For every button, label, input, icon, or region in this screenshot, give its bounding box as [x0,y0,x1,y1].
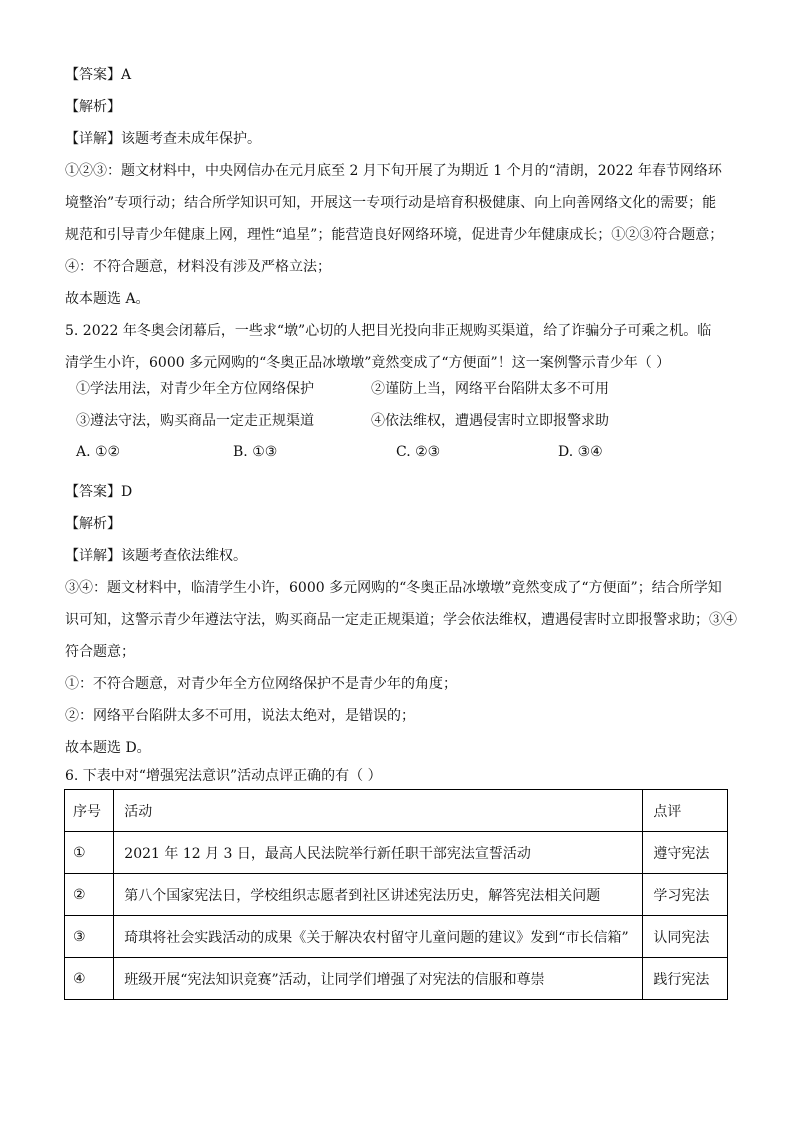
table-cell: 2021 年 12 月 3 日，最高人民法院举行新任职干部宪法宣誓活动 [114,832,643,874]
explanation-line: 规范和引导青少年健康上网，理性“追星”；能营造良好网络环境，促进青少年健康成长；①②③符合题意； [65,227,724,243]
explanation-line: ③④：题文材料中，临清学生小许，6000 多元网购的“冬奥正品冰墩墩”竟然变成了“方便面”；结合所学知 [65,580,722,596]
table-cell: ② [65,874,114,916]
header-cell: 序号 [65,790,114,832]
answer-line: 【答案】D [65,484,133,500]
table-cell: ④ [65,958,114,1000]
activity-table [64,789,728,1000]
table-cell: 认同宪法 [643,916,728,958]
option-a: A. ①② [76,444,121,460]
table-cell: ③ [65,916,114,958]
table-row [65,874,728,916]
option-c: C. ②③ [396,444,441,460]
table-cell: 班级开展“宪法知识竞赛”活动，让同学们增强了对宪法的信服和尊崇 [114,958,643,1000]
explanation-line: 符合题意； [65,644,135,660]
detail-line: 【详解】该题考查未成年保护。 [65,131,261,147]
conclusion-line: 故本题选 D。 [65,740,151,756]
table-cell: ① [65,832,114,874]
header-cell: 点评 [643,790,728,832]
explanation-line: ①：不符合题意，对青少年全方位网络保护不是青少年的角度； [65,676,457,692]
statement-2: ②谨防上当，网络平台陷阱太多不可用 [371,381,609,397]
option-d: D. ③④ [558,444,603,460]
explanation-line: 识可知，这警示青少年遵法守法，购买商品一定走正规渠道；学会依法维权，遭遇侵害时立即报警求助；③④ [65,612,737,628]
question-stem: 6. 下表中对“增强宪法意识”活动点评正确的有（ ） [65,768,382,784]
detail-line: 【详解】该题考查依法维权。 [65,548,247,564]
explanation-line: ②：网络平台陷阱太多不可用，说法太绝对，是错误的； [65,708,415,724]
table-cell: 第八个国家宪法日，学校组织志愿者到社区讲述宪法历史，解答宪法相关问题 [114,874,643,916]
table-cell: 践行宪法 [643,958,728,1000]
answer-line: 【答案】A [65,67,132,83]
analysis-heading: 【解析】 [65,516,121,532]
option-b: B. ①③ [233,444,278,460]
statement-3: ③遵法守法，购买商品一定走正规渠道 [76,413,314,429]
explanation-line: 境整治”专项行动；结合所学知识可知，开展这一专项行动是培育积极健康、向上向善网络文化的需要；能 [65,195,717,211]
table-header-row [65,790,728,832]
statement-1: ①学法用法，对青少年全方位网络保护 [76,381,314,397]
question-stem: 清学生小许，6000 多元网购的“冬奥正品冰墩墩”竟然变成了“方便面”！这一案例警示青少年（ ） [65,355,671,371]
table-row [65,916,728,958]
conclusion-line: 故本题选 A。 [65,291,150,307]
header-cell: 活动 [114,790,643,832]
explanation-line: ①②③：题文材料中，中央网信办在元月底至 2 月下旬开展了为期近 1 个月的“清朗，2022 年春节网络环 [65,163,722,179]
explanation-line: ④：不符合题意，材料没有涉及严格立法； [65,259,331,275]
question-stem: 5. 2022 年冬奥会闭幕后，一些求“墩”心切的人把目光投向非正规购买渠道，给了诈骗分子可乘之机。临 [65,323,712,339]
table-cell: 琦琪将社会实践活动的成果《关于解决农村留守儿童问题的建议》发到“市长信箱” [114,916,643,958]
table-cell: 学习宪法 [643,874,728,916]
table-row [65,832,728,874]
statement-4: ④依法维权，遭遇侵害时立即报警求助 [371,413,609,429]
table-cell: 遵守宪法 [643,832,728,874]
analysis-heading: 【解析】 [65,99,121,115]
table-row [65,958,728,1000]
